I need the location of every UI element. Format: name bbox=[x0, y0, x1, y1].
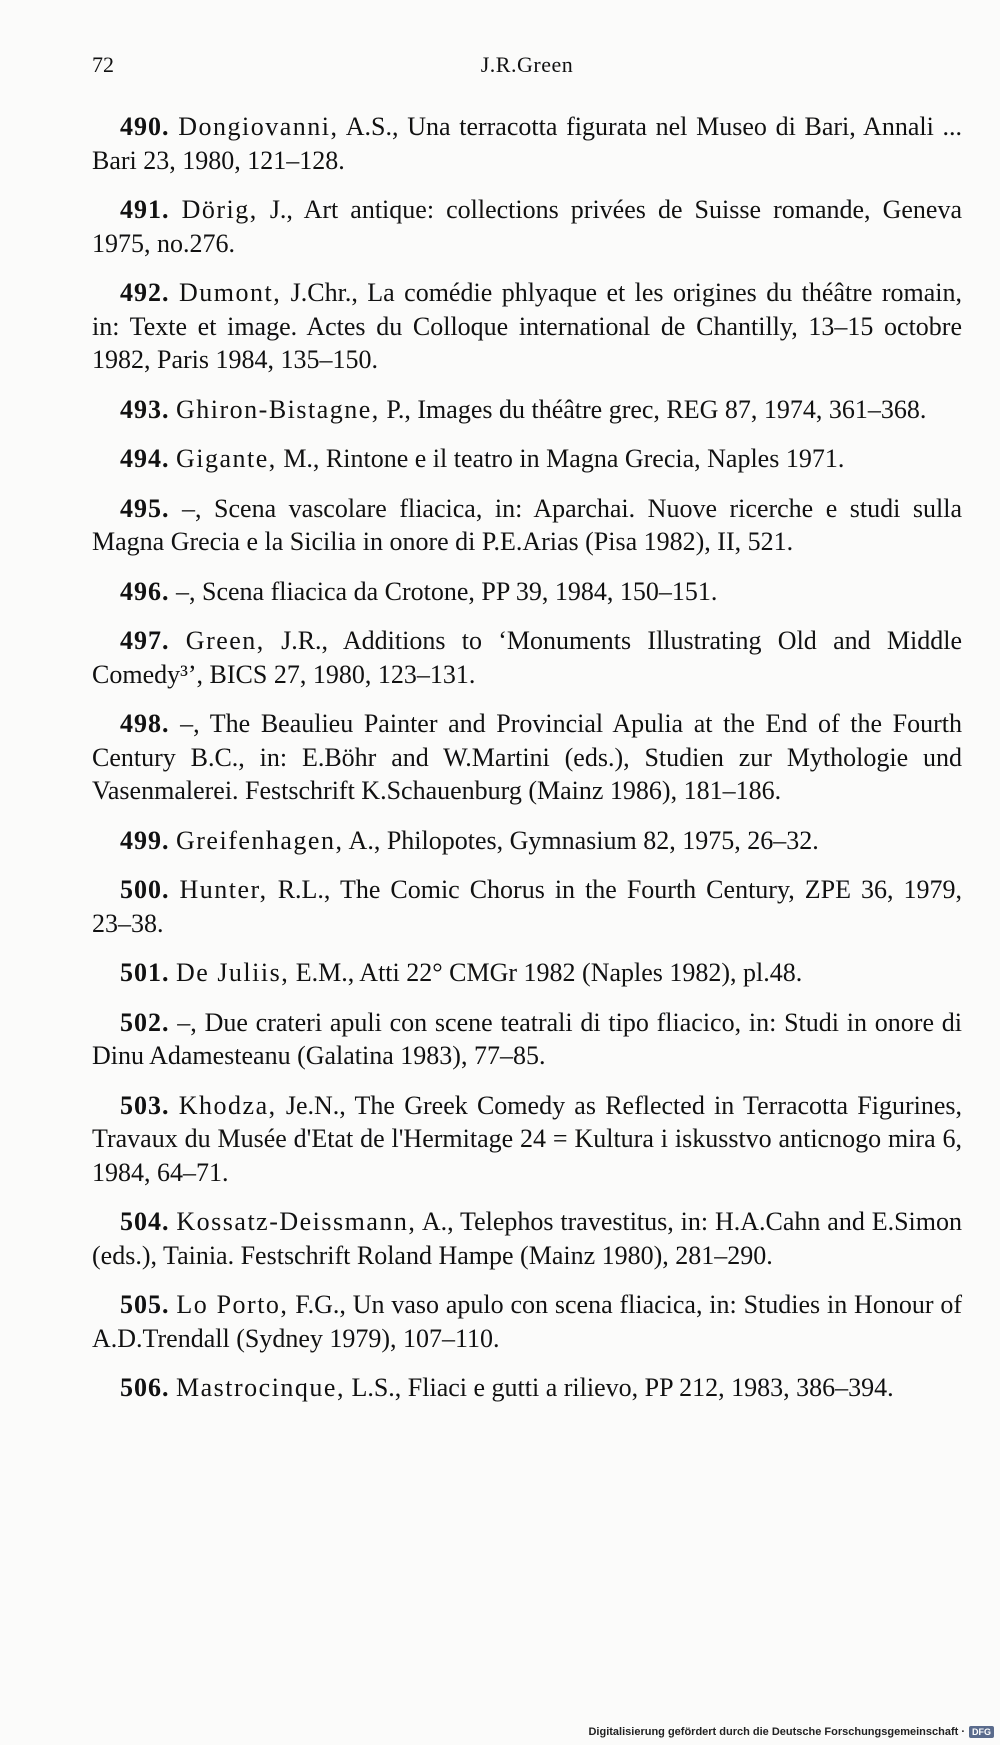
entry-author: Hunter, bbox=[179, 875, 268, 904]
bibliography-entry bbox=[92, 624, 962, 691]
bibliography-entry bbox=[92, 1371, 962, 1405]
bibliography-entry bbox=[92, 1205, 962, 1272]
entry-text: J.Chr., La comédie phlyaque et les origines du théâtre romain, in: Texte et image. Actes du Colloque international de Chantilly, 13–15 octobre 1982, Paris 1984, 135–150. bbox=[92, 278, 963, 374]
entry-author: Mastrocinque, bbox=[176, 1373, 345, 1402]
bibliography-entry bbox=[92, 575, 962, 609]
entry-author: Lo Porto, bbox=[176, 1290, 289, 1319]
entry-number: 497. bbox=[120, 626, 170, 655]
entry-text: –, The Beaulieu Painter and Provincial Apulia at the End of the Fourth Century B.C., in: E.Böhr and W.Martini (eds.), Studien zur Mythologie und Vasenmalerei. Festschrift K.Schauenburg (Mainz 1986), 181–186. bbox=[92, 709, 962, 805]
entry-author: Greifenhagen, bbox=[176, 825, 344, 855]
entry-author: Gigante, bbox=[176, 444, 277, 473]
entry-author: Khodza, bbox=[178, 1090, 277, 1120]
entry-author: De Juliis, bbox=[176, 958, 290, 987]
bibliography-entry bbox=[92, 707, 962, 808]
entry-text: M., Rintone e il teatro in Magna Grecia, Naples 1971. bbox=[276, 444, 845, 473]
bibliography-entry bbox=[92, 492, 962, 559]
entry-number: 500. bbox=[120, 875, 170, 904]
bibliography-entry bbox=[92, 442, 962, 476]
bibliography-entry bbox=[92, 1288, 962, 1355]
entry-number: 494. bbox=[120, 444, 170, 473]
entry-number: 495. bbox=[120, 493, 170, 523]
entry-number: 490. bbox=[120, 112, 170, 141]
bibliography-entry bbox=[92, 1089, 962, 1190]
entry-number: 502. bbox=[120, 1007, 170, 1037]
entry-text: –, Due crateri apuli con scene teatrali di tipo fliacico, in: Studi in onore di Dinu Adamesteanu (Galatina 1983), 77–85. bbox=[92, 1007, 962, 1070]
bibliography-entry bbox=[92, 110, 962, 177]
entry-author: Dumont, bbox=[178, 278, 282, 307]
entry-number: 501. bbox=[120, 958, 170, 987]
bibliography-entry bbox=[92, 824, 962, 858]
bibliography-list bbox=[92, 110, 962, 1421]
entry-author: Dongiovanni, bbox=[178, 112, 339, 141]
entry-author: Kossatz-Deissmann, bbox=[176, 1207, 417, 1236]
entry-text: A., Philopotes, Gymnasium 82, 1975, 26–32. bbox=[343, 825, 819, 855]
entry-text: E.M., Atti 22° CMGr 1982 (Naples 1982), pl.48. bbox=[289, 958, 803, 987]
entry-number: 504. bbox=[120, 1207, 170, 1236]
entry-text: –, Scena fliacica da Crotone, PP 39, 1984, 150–151. bbox=[169, 576, 718, 606]
entry-text: A.S., Una terracotta figurata nel Museo di Bari, Annali ... Bari 23, 1980, 121–128. bbox=[92, 112, 963, 175]
entry-text: Je.N., The Greek Comedy as Reflected in Terracotta Figurines, Travaux du Musée d'Etat de l'Hermitage 24 = Kultura i iskusstvo anticnogo mira 6, 1984, 64–71. bbox=[92, 1090, 963, 1187]
entry-number: 506. bbox=[120, 1373, 170, 1402]
entry-text: L.S., Fliaci e gutti a rilievo, PP 212, 1983, 386–394. bbox=[344, 1373, 894, 1402]
entry-author: Dörig, bbox=[181, 195, 258, 224]
bibliography-entry bbox=[92, 1006, 962, 1073]
credit-text: Digitalisierung gefördert durch die Deutsche Forschungsgemeinschaft · bbox=[588, 1726, 965, 1738]
entry-text: P., Images du théâtre grec, REG 87, 1974, 361–368. bbox=[379, 394, 927, 424]
page-header bbox=[92, 52, 962, 88]
entry-number: 491. bbox=[120, 195, 170, 224]
entry-text: J., Art antique: collections privées de Suisse romande, Geneva 1975, no.276. bbox=[92, 195, 963, 258]
entry-text: F.G., Un vaso apulo con scena fliacica, in: Studies in Honour of A.D.Trendall (Sydney 1979), 107–110. bbox=[92, 1290, 962, 1353]
entry-author: Green, bbox=[185, 626, 265, 655]
entry-text: R.L., The Comic Chorus in the Fourth Century, ZPE 36, 1979, 23–38. bbox=[92, 875, 962, 938]
bibliography-entry bbox=[92, 956, 962, 990]
entry-number: 503. bbox=[120, 1090, 170, 1120]
entry-number: 499. bbox=[120, 825, 170, 855]
entry-number: 505. bbox=[120, 1290, 170, 1319]
entry-number: 493. bbox=[120, 394, 170, 424]
entry-number: 492. bbox=[120, 278, 170, 307]
bibliography-entry bbox=[92, 873, 962, 940]
page-number: 72 bbox=[92, 52, 114, 77]
digitization-credit bbox=[588, 1723, 994, 1741]
bibliography-entry bbox=[92, 193, 962, 260]
entry-text: A., Telephos travestitus, in: H.A.Cahn and E.Simon (eds.), Tainia. Festschrift Roland Hampe (Mainz 1980), 281–290. bbox=[92, 1207, 962, 1270]
entry-text: J.R., Additions to ‘Monuments Illustrating Old and Middle Comedy³’, BICS 27, 1980, 123–131. bbox=[92, 626, 963, 689]
bibliography-entry bbox=[92, 276, 962, 377]
entry-number: 498. bbox=[120, 709, 170, 738]
bibliography-entry bbox=[92, 393, 962, 427]
entry-author: Ghiron-Bistagne, bbox=[176, 394, 380, 424]
entry-number: 496. bbox=[120, 576, 170, 606]
entry-text: –, Scena vascolare fliacica, in: Aparchai. Nuove ricerche e studi sulla Magna Grecia e la Sicilia in onore di P.E.Arias (Pisa 1982), II, 521. bbox=[92, 493, 962, 556]
running-head: J.R.Green bbox=[480, 52, 574, 77]
dfg-logo-icon: DFG bbox=[969, 1726, 994, 1738]
